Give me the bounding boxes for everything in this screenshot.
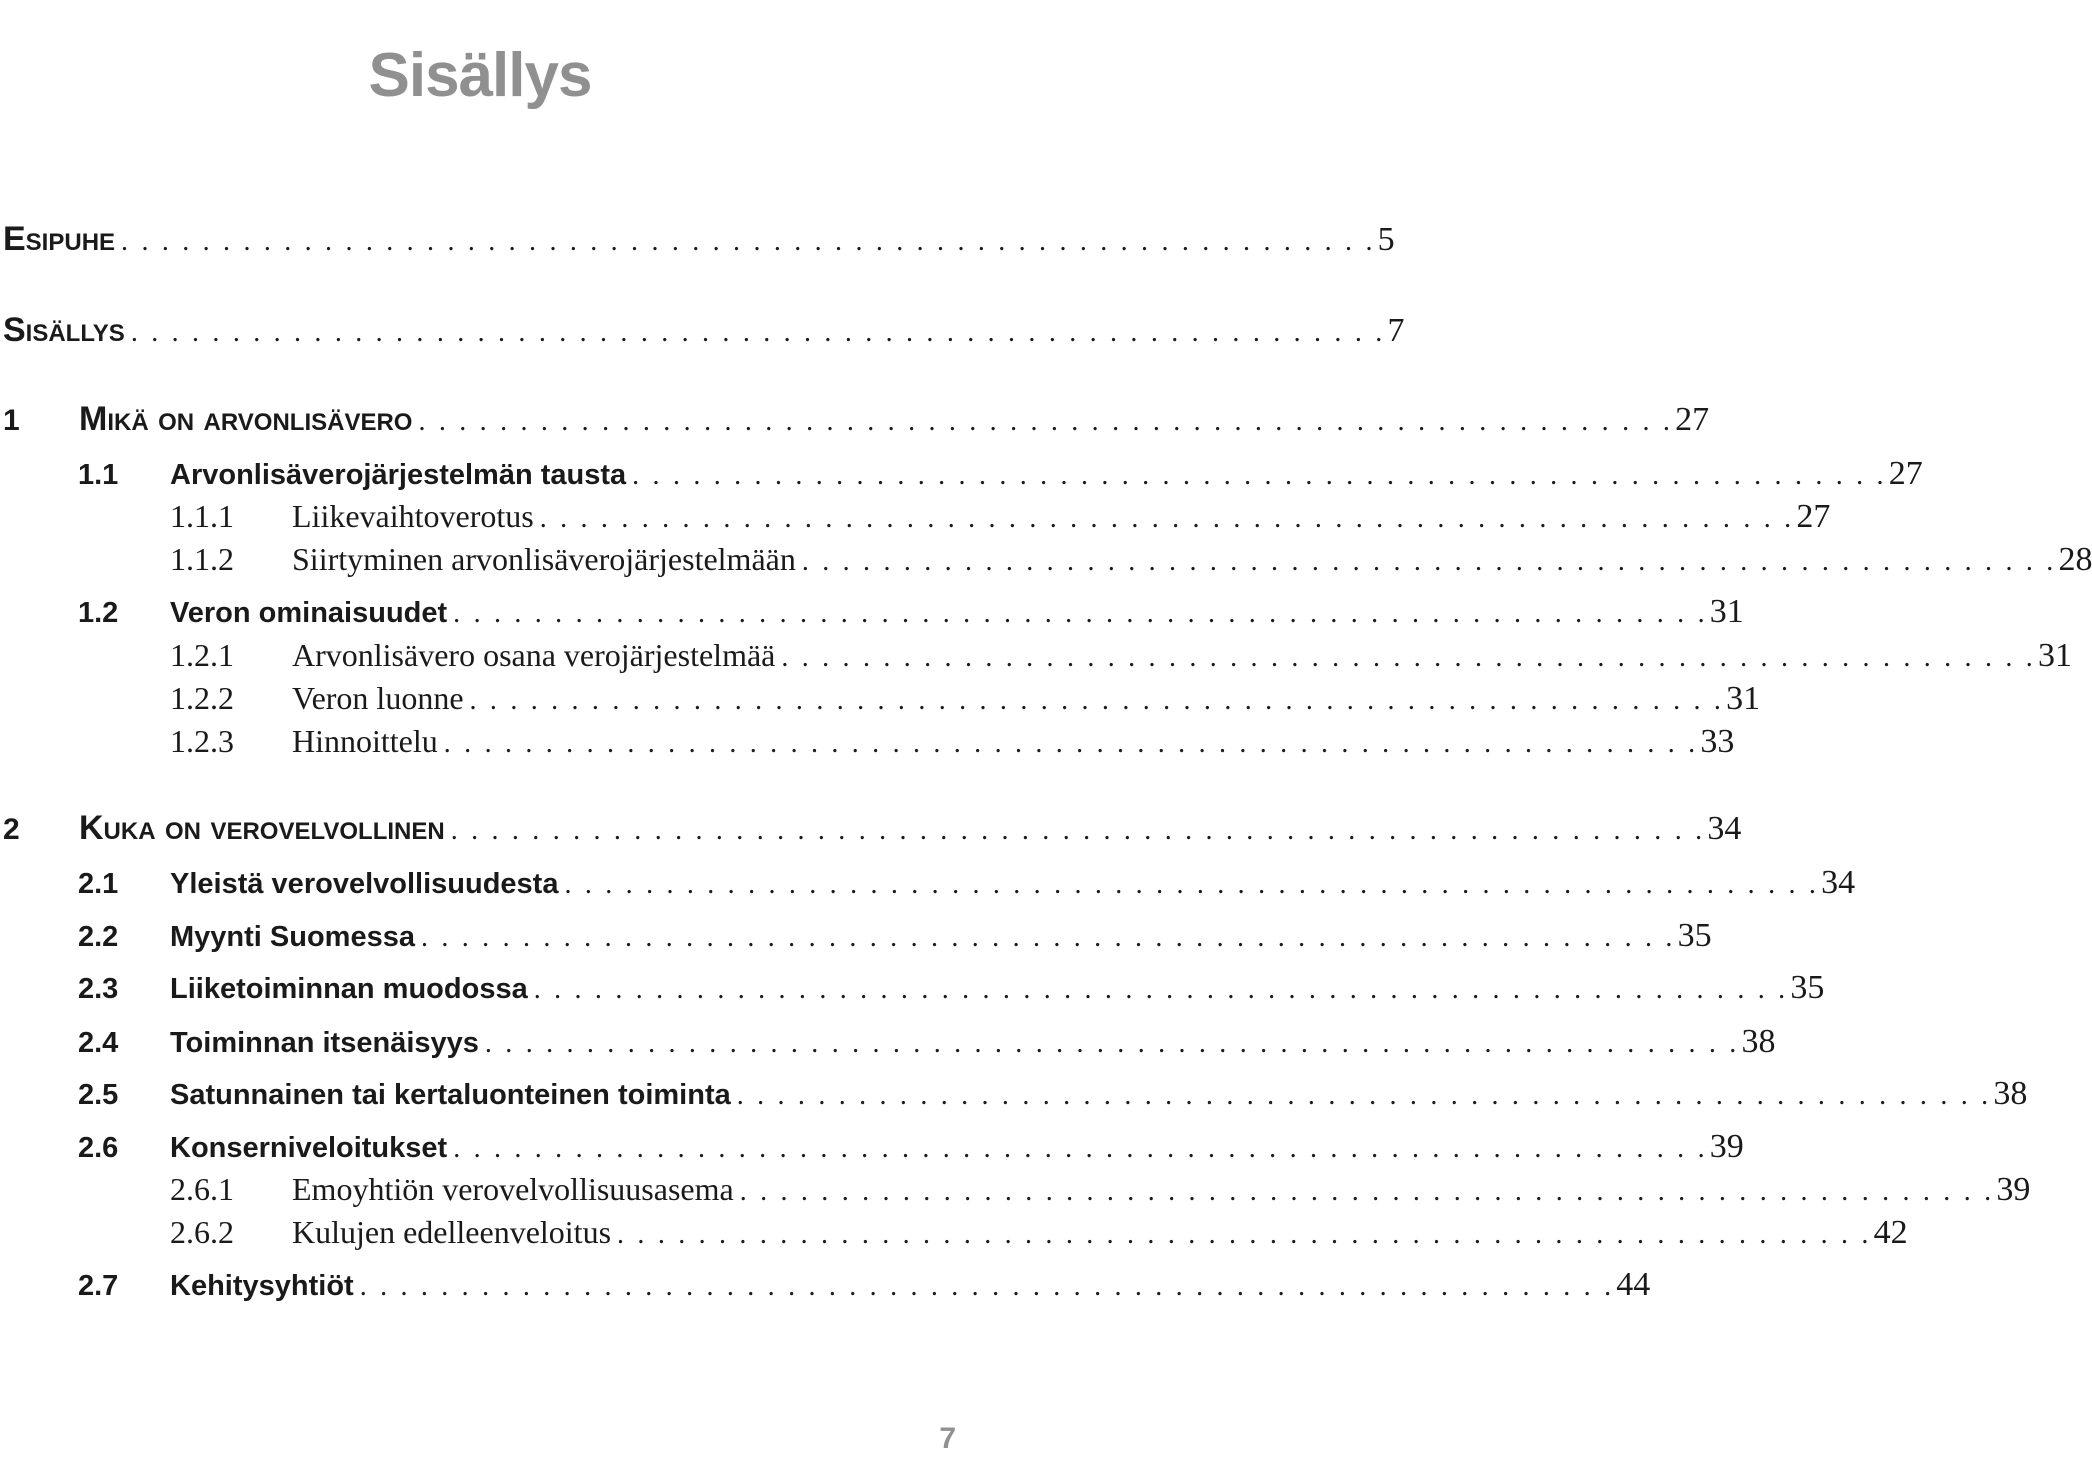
- toc-entry-page: 38: [1741, 1023, 1776, 1060]
- toc-entry-title: Konserniveloitukset: [170, 1132, 448, 1164]
- toc-entry-title: Veron luonne: [292, 680, 464, 716]
- toc-entry-page: 34: [1707, 810, 1742, 847]
- dot-leader: . . . . . . . . . . . . . . . . . . . . . . . . . . . . . . . . . . . . . . . . . . . . . . . . . . . . . . . . . . . . . .: [632, 460, 1887, 491]
- toc-entry-section-2-6[interactable]: [0, 1128, 1744, 1172]
- toc-entry-number: 2: [3, 813, 20, 846]
- toc-entry-number: 2.5: [78, 1079, 119, 1111]
- toc-entry-page: 31: [2037, 637, 2072, 674]
- toc-entry-page: 34: [1821, 864, 1856, 901]
- toc-entry-title: Kehitysyhtiöt: [170, 1270, 354, 1302]
- toc-entry-title: Veron ominaisuudet: [170, 597, 448, 629]
- dot-leader: . . . . . . . . . . . . . . . . . . . . . . . . . . . . . . . . . . . . . . . . . . . . . . . . . . . . . . . . . . . . . .: [801, 546, 2057, 577]
- toc-entry-section-1-1[interactable]: [0, 455, 1923, 499]
- toc-entry-page: 44: [1616, 1266, 1651, 1303]
- toc-entry-page: 39: [1996, 1171, 2031, 1208]
- toc-entry-section-2-2[interactable]: [0, 917, 1712, 961]
- toc-entry-page: 42: [1873, 1214, 1908, 1251]
- toc-entry-title: Liiketoiminnan muodossa: [170, 973, 528, 1005]
- toc-entry-page: 27: [1888, 455, 1923, 492]
- toc-entry-sisallys[interactable]: [0, 311, 1405, 355]
- dot-leader: . . . . . . . . . . . . . . . . . . . . . . . . . . . . . . . . . . . . . . . . . . . . . . . . . . . . . . . . . . . . . .: [121, 226, 1376, 257]
- dot-leader: . . . . . . . . . . . . . . . . . . . . . . . . . . . . . . . . . . . . . . . . . . . . . . . . . . . . . . . . . . . . . .: [453, 1133, 1708, 1164]
- toc-entry-title: Esipuhe: [3, 220, 116, 258]
- dot-leader: . . . . . . . . . . . . . . . . . . . . . . . . . . . . . . . . . . . . . . . . . . . . . . . . . . . . . . . . . . . . . .: [739, 1176, 1995, 1207]
- toc-entry-number: 2.7: [78, 1270, 119, 1302]
- toc-entry-chapter-2[interactable]: [0, 809, 1742, 853]
- toc-entry-title: Liikevaihtoverotus: [292, 498, 534, 534]
- dot-leader: . . . . . . . . . . . . . . . . . . . . . . . . . . . . . . . . . . . . . . . . . . . . . . . . . . . . . . . . . . . . . .: [469, 685, 1725, 716]
- toc-entry-subsection-2-6-2[interactable]: [0, 1214, 1908, 1258]
- dot-leader: . . . . . . . . . . . . . . . . . . . . . . . . . . . . . . . . . . . . . . . . . . . . . . . . . . . . . . . . . . . . . .: [359, 1271, 1615, 1302]
- toc-entry-title: Sisällys: [3, 311, 125, 349]
- toc-entry-title: Arvonlisävero osana verojärjestelmää: [292, 637, 776, 673]
- toc-entry-title: Myynti Suomessa: [170, 921, 415, 953]
- dot-leader: . . . . . . . . . . . . . . . . . . . . . . . . . . . . . . . . . . . . . . . . . . . . . . . . . . . . . . . . . . . . . .: [130, 317, 1386, 348]
- toc-entry-subsection-1-2-1[interactable]: [0, 637, 2072, 681]
- toc-entry-number: 1.1.2: [170, 541, 234, 577]
- toc-entry-section-1-2[interactable]: [0, 593, 1744, 637]
- toc-entry-title: Arvonlisäverojärjestelmän tausta: [170, 459, 627, 491]
- toc-entry-number: 1.2: [78, 597, 119, 629]
- dot-leader: . . . . . . . . . . . . . . . . . . . . . . . . . . . . . . . . . . . . . . . . . . . . . . . . . . . . . . . . . . . . . .: [533, 974, 1789, 1005]
- toc-entry-number: 1.2.1: [170, 637, 234, 673]
- toc-entry-subsection-1-2-3[interactable]: [0, 723, 1735, 767]
- toc-entry-number: 2.4: [78, 1027, 119, 1059]
- toc-entry-esipuhe[interactable]: [0, 220, 1395, 264]
- toc-entry-title: Mikä on arvonlisävero: [79, 400, 413, 438]
- toc-entry-title: Toiminnan itsenäisyys: [170, 1027, 479, 1059]
- toc-entry-page: 38: [1993, 1075, 2028, 1112]
- toc-entry-section-2-3[interactable]: [0, 969, 1825, 1013]
- toc-entry-title: Siirtyminen arvonlisäverojärjestelmään: [292, 541, 796, 577]
- toc-entry-page: 31: [1726, 680, 1761, 717]
- toc-entry-title: Hinnoittelu: [292, 723, 438, 759]
- dot-leader: . . . . . . . . . . . . . . . . . . . . . . . . . . . . . . . . . . . . . . . . . . . . . . . . . . . . . . . . . . . . . .: [450, 815, 1706, 846]
- dot-leader: . . . . . . . . . . . . . . . . . . . . . . . . . . . . . . . . . . . . . . . . . . . . . . . . . . . . . . . . . . . . . .: [617, 1219, 1872, 1250]
- toc-entry-subsection-1-1-1[interactable]: [0, 498, 1831, 542]
- toc-entry-page: 35: [1790, 969, 1825, 1006]
- toc-entry-subsection-2-6-1[interactable]: [0, 1171, 2031, 1215]
- toc-entry-page: 31: [1709, 593, 1744, 630]
- dot-leader: . . . . . . . . . . . . . . . . . . . . . . . . . . . . . . . . . . . . . . . . . . . . . . . . . . . . . . . . . . . . . .: [484, 1028, 1740, 1059]
- toc-entry-number: 2.3: [78, 973, 119, 1005]
- toc-entry-number: 2.6.2: [170, 1214, 234, 1250]
- toc-entry-title: Yleistä verovelvollisuudesta: [170, 868, 559, 900]
- toc-entry-number: 1.2.3: [170, 723, 234, 759]
- toc-entry-number: 1.1: [78, 459, 119, 491]
- toc-entry-page: 7: [1387, 312, 1405, 349]
- toc-entry-page: 39: [1709, 1128, 1744, 1165]
- page-number: 7: [939, 1422, 956, 1455]
- toc-entry-number: 2.2: [78, 921, 119, 953]
- toc-entry-page: 27: [1675, 401, 1710, 438]
- dot-leader: . . . . . . . . . . . . . . . . . . . . . . . . . . . . . . . . . . . . . . . . . . . . . . . . . . . . . . . . . . . . . .: [453, 598, 1708, 629]
- toc-entry-number: 2.6: [78, 1132, 119, 1164]
- toc-entry-chapter-1[interactable]: [0, 400, 1710, 444]
- toc-entry-title: Satunnainen tai kertaluonteinen toiminta: [170, 1079, 731, 1111]
- toc-entry-title: Emoyhtiön verovelvollisuusasema: [292, 1171, 734, 1207]
- toc-entry-title: Kuka on verovelvollinen: [79, 809, 445, 847]
- dot-leader: . . . . . . . . . . . . . . . . . . . . . . . . . . . . . . . . . . . . . . . . . . . . . . . . . . . . . . . . . . . . . .: [420, 922, 1676, 953]
- toc-entry-section-2-1[interactable]: [0, 864, 1856, 908]
- toc-entry-section-2-5[interactable]: [0, 1075, 2028, 1119]
- toc-entry-section-2-7[interactable]: [0, 1266, 1651, 1310]
- toc-entry-number: 2.1: [78, 868, 119, 900]
- toc-entry-page: 5: [1377, 221, 1395, 258]
- toc-entry-number: 1.2.2: [170, 680, 234, 716]
- toc-entry-page: 35: [1677, 917, 1712, 954]
- toc-entry-number: 1.1.1: [170, 498, 234, 534]
- dot-leader: . . . . . . . . . . . . . . . . . . . . . . . . . . . . . . . . . . . . . . . . . . . . . . . . . . . . . . . . . . . . . .: [564, 869, 1820, 900]
- toc-entry-number: 2.6.1: [170, 1171, 234, 1207]
- toc-entry-subsection-1-1-2[interactable]: [0, 541, 2092, 585]
- toc-entry-title: Kulujen edelleenveloitus: [292, 1214, 612, 1250]
- toc-entry-page: 27: [1796, 498, 1831, 535]
- dot-leader: . . . . . . . . . . . . . . . . . . . . . . . . . . . . . . . . . . . . . . . . . . . . . . . . . . . . . . . . . . . . . .: [781, 642, 2036, 673]
- toc-entry-subsection-1-2-2[interactable]: [0, 680, 1761, 724]
- dot-leader: . . . . . . . . . . . . . . . . . . . . . . . . . . . . . . . . . . . . . . . . . . . . . . . . . . . . . . . . . . . . . .: [443, 728, 1699, 759]
- page-title: Sisällys: [368, 40, 592, 110]
- dot-leader: . . . . . . . . . . . . . . . . . . . . . . . . . . . . . . . . . . . . . . . . . . . . . . . . . . . . . . . . . . . . . .: [539, 503, 1795, 534]
- toc-entry-section-2-4[interactable]: [0, 1023, 1776, 1067]
- toc-entry-number: 1: [3, 404, 20, 437]
- toc-entry-page: 33: [1700, 723, 1735, 760]
- toc-entry-page: 28: [2058, 541, 2092, 578]
- dot-leader: . . . . . . . . . . . . . . . . . . . . . . . . . . . . . . . . . . . . . . . . . . . . . . . . . . . . . . . . . . . . . .: [418, 406, 1674, 437]
- dot-leader: . . . . . . . . . . . . . . . . . . . . . . . . . . . . . . . . . . . . . . . . . . . . . . . . . . . . . . . . . . . . . .: [736, 1080, 1992, 1111]
